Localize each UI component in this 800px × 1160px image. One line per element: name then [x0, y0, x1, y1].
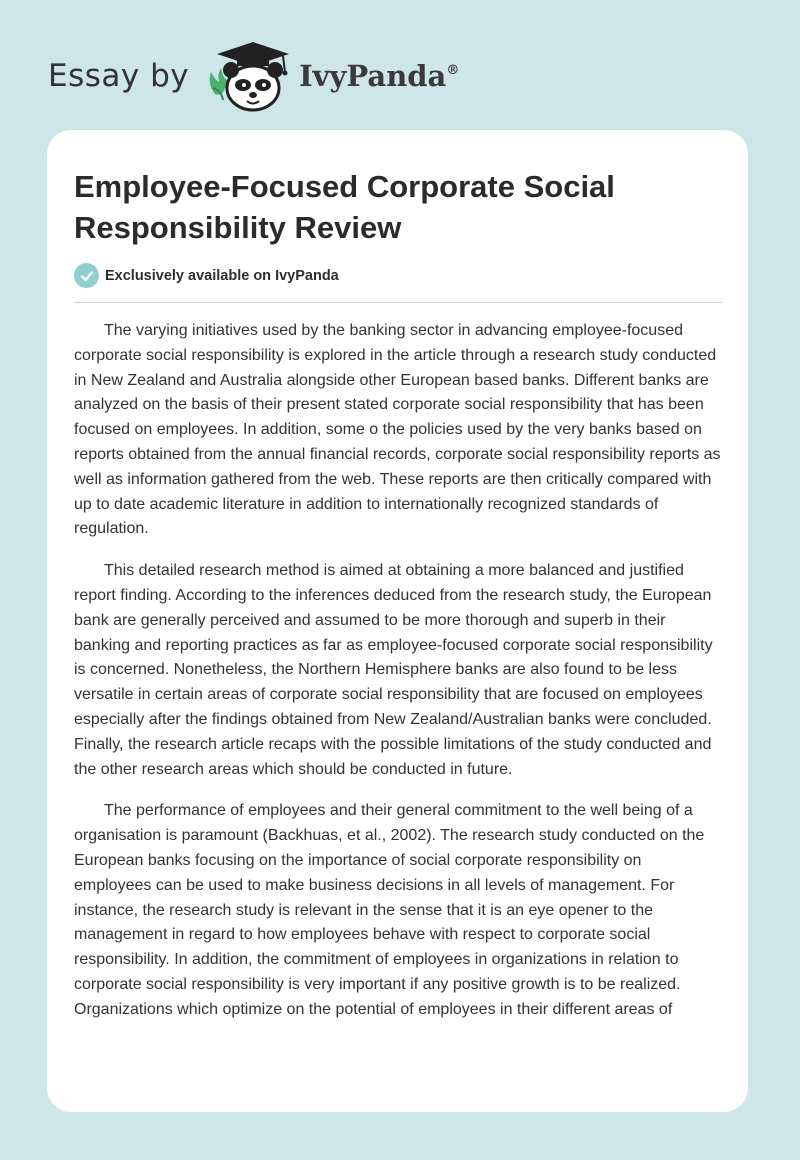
check-icon	[74, 263, 99, 288]
page-title: Employee-Focused Corporate Social Responsibility Review	[74, 169, 615, 245]
paragraph: The varying initiatives used by the banking sector in advancing employee-focused corporate social responsibility is explored in the article through a research study conducted in New Zealand and Australia alongside other European based banks. Different banks are analyzed on the basis of their present stated corporate social responsibility that has been focused on employees. In addition, some o the policies used by the very banks based on reports obtained from the annual financial records, corporate social responsibility reports as well as information gathered from the web. These reports are then critically compared with up to date academic literature in addition to internationally recognized standards of regulation.	[74, 322, 721, 538]
paragraph: This detailed research method is aimed at obtaining a more balanced and justified report finding. According to the inferences deduced from the research study, the European bank are generally perceived and assumed to be more thorough and superb in their banking and reporting practices as far as employee-focused corporate social responsibility is concerned. Nonetheless, the Northern Hemisphere banks are also found to be less versatile in certain areas of corporate social responsibility that are focused on employees especially after the findings obtained from New Zealand/Australian banks were concluded. Finally, the research article recaps with the possible limitations of the study conducted and the other research areas which should be conducted in future.	[74, 562, 713, 778]
article-body	[74, 319, 722, 1040]
brand-prefix: Essay by	[48, 58, 190, 94]
site-header	[48, 36, 459, 116]
brand-name[interactable]: IvyPanda®	[299, 59, 460, 93]
badge-label: Exclusively available on IvyPanda	[105, 267, 339, 284]
article-card	[47, 130, 748, 1112]
divider	[74, 302, 722, 303]
panda-graduate-icon[interactable]	[203, 38, 295, 114]
exclusive-badge	[74, 263, 339, 288]
paragraph: The performance of employees and their general commitment to the well being of a organisation is paramount (Backhuas, et al., 2002). The research study conducted on the European banks focusing on the importance of social corporate responsibility on employees can be used to make business decisions in all levels of management. For instance, the research study is relevant in the sense that it is an eye opener to the management in regard to how employees behave with respect to corporate social responsibility. In addition, the commitment of employees in organizations in relation to corporate social responsibility is very important if any positive growth is to be realized. Organizations which optimize on the potential of employees in their different areas of	[74, 802, 705, 1018]
